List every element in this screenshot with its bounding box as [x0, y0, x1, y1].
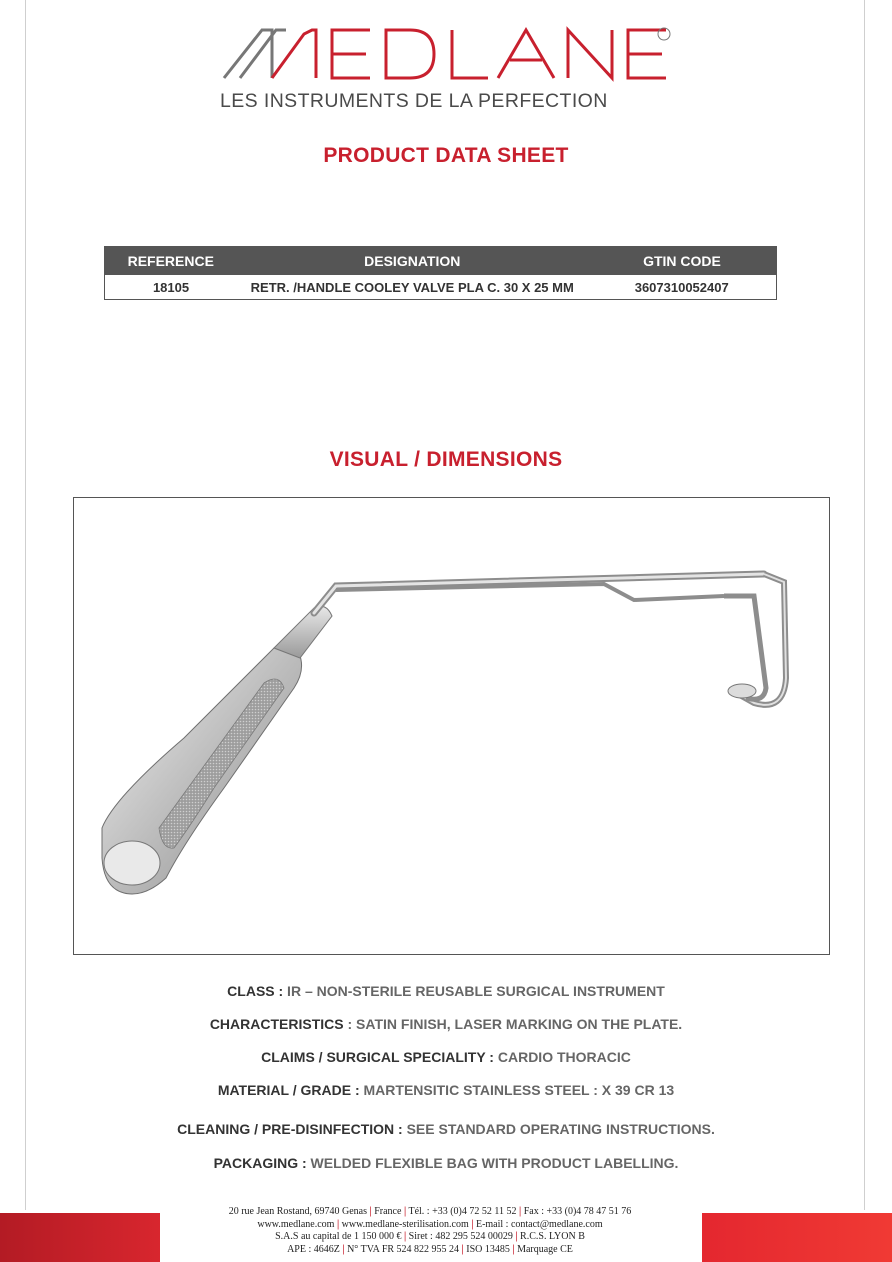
footer-country: France — [374, 1206, 402, 1217]
product-visual-frame — [73, 497, 830, 955]
spec-class — [0, 983, 892, 999]
footer-ape: APE : 4646Z — [287, 1243, 340, 1255]
product-reference-table — [104, 246, 777, 300]
footer-web-line: www.medlane.com | www.medlane-sterilisation.com | E-mail : contact@medlane.com — [257, 1218, 603, 1230]
medlane-logo — [220, 22, 680, 88]
footer-red-bar-left — [0, 1213, 160, 1262]
brand-tagline: LES INSTRUMENTS DE LA PERFECTION — [220, 90, 608, 112]
retractor-instrument-image — [74, 498, 831, 956]
footer-rcs: R.C.S. LYON B — [520, 1231, 585, 1242]
spec-value: : SATIN FINISH, LASER MARKING ON THE PLATE. — [343, 1016, 683, 1032]
footer-iso: ISO 13485 — [466, 1243, 510, 1255]
footer-legal-line: S.A.S au capital de 1 150 000 € | Siret : 482 295 524 00029 | R.C.S. LYON B — [275, 1231, 585, 1242]
spec-claims — [0, 1049, 892, 1065]
table-header-row — [105, 247, 777, 275]
footer-red-bar-right — [702, 1213, 892, 1262]
spec-label: CLASS : — [227, 983, 284, 999]
spec-characteristics — [0, 1016, 892, 1032]
spec-label: CLAIMS / SURGICAL SPECIALITY : — [261, 1049, 494, 1065]
company-footer — [160, 1206, 700, 1256]
spec-value: IR – NON-STERILE REUSABLE SURGICAL INSTRUMENT — [283, 983, 665, 999]
visual-dimensions-title: VISUAL / DIMENSIONS — [329, 448, 563, 471]
footer-phone: Tél. : +33 (0)4 72 52 11 52 — [408, 1206, 517, 1217]
footer-capital: S.A.S au capital de 1 150 000 € — [275, 1231, 402, 1242]
spec-value: CARDIO THORACIC — [493, 1049, 631, 1065]
product-data-sheet-title: PRODUCT DATA SHEET — [323, 144, 569, 167]
footer-ce-marking: Marquage CE — [517, 1243, 573, 1255]
spec-value: MARTENSITIC STAINLESS STEEL : X 39 CR 13 — [359, 1082, 675, 1098]
footer-siret: Siret : 482 295 524 00029 — [408, 1231, 513, 1242]
footer-address: 20 rue Jean Rostand, 69740 Genas — [228, 1206, 368, 1217]
header-reference: REFERENCE — [105, 247, 238, 275]
spec-label: PACKAGING : — [213, 1155, 307, 1171]
spec-label: MATERIAL / GRADE : — [217, 1082, 360, 1098]
spec-value: SEE STANDARD OPERATING INSTRUCTIONS. — [402, 1121, 715, 1137]
footer-website-sterilisation[interactable]: www.medlane-sterilisation.com — [341, 1218, 469, 1230]
header-designation: DESIGNATION — [237, 247, 587, 275]
footer-address-line: 20 rue Jean Rostand, 69740 Genas | France | Tél. : +33 (0)4 72 52 11 52 | Fax : +33 (0)4 78 47 51 76 — [228, 1206, 632, 1217]
spec-label: CLEANING / PRE-DISINFECTION : — [177, 1121, 403, 1137]
footer-email[interactable]: E-mail : contact@medlane.com — [475, 1218, 603, 1230]
spec-value: WELDED FLEXIBLE BAG WITH PRODUCT LABELLING. — [306, 1155, 679, 1171]
spec-material — [0, 1082, 892, 1098]
spec-cleaning — [0, 1121, 892, 1137]
header-gtin-code: GTIN CODE — [587, 247, 776, 275]
footer-website[interactable]: www.medlane.com — [257, 1218, 335, 1230]
cell-gtin-code: 3607310052407 — [587, 275, 776, 300]
cell-reference: 18105 — [105, 275, 238, 300]
footer-registration-line: APE : 4646Z | N° TVA FR 524 822 955 24 | ISO 13485 | Marquage CE — [287, 1243, 573, 1255]
footer-fax: Fax : +33 (0)4 78 47 51 76 — [523, 1206, 632, 1217]
table-row — [105, 275, 777, 300]
spec-label: CHARACTERISTICS — [209, 1016, 344, 1032]
footer-vat: N° TVA FR 524 822 955 24 — [347, 1243, 460, 1255]
spec-packaging — [0, 1155, 892, 1171]
cell-designation: RETR. /HANDLE COOLEY VALVE PLA C. 30 X 25 MM — [237, 275, 587, 300]
